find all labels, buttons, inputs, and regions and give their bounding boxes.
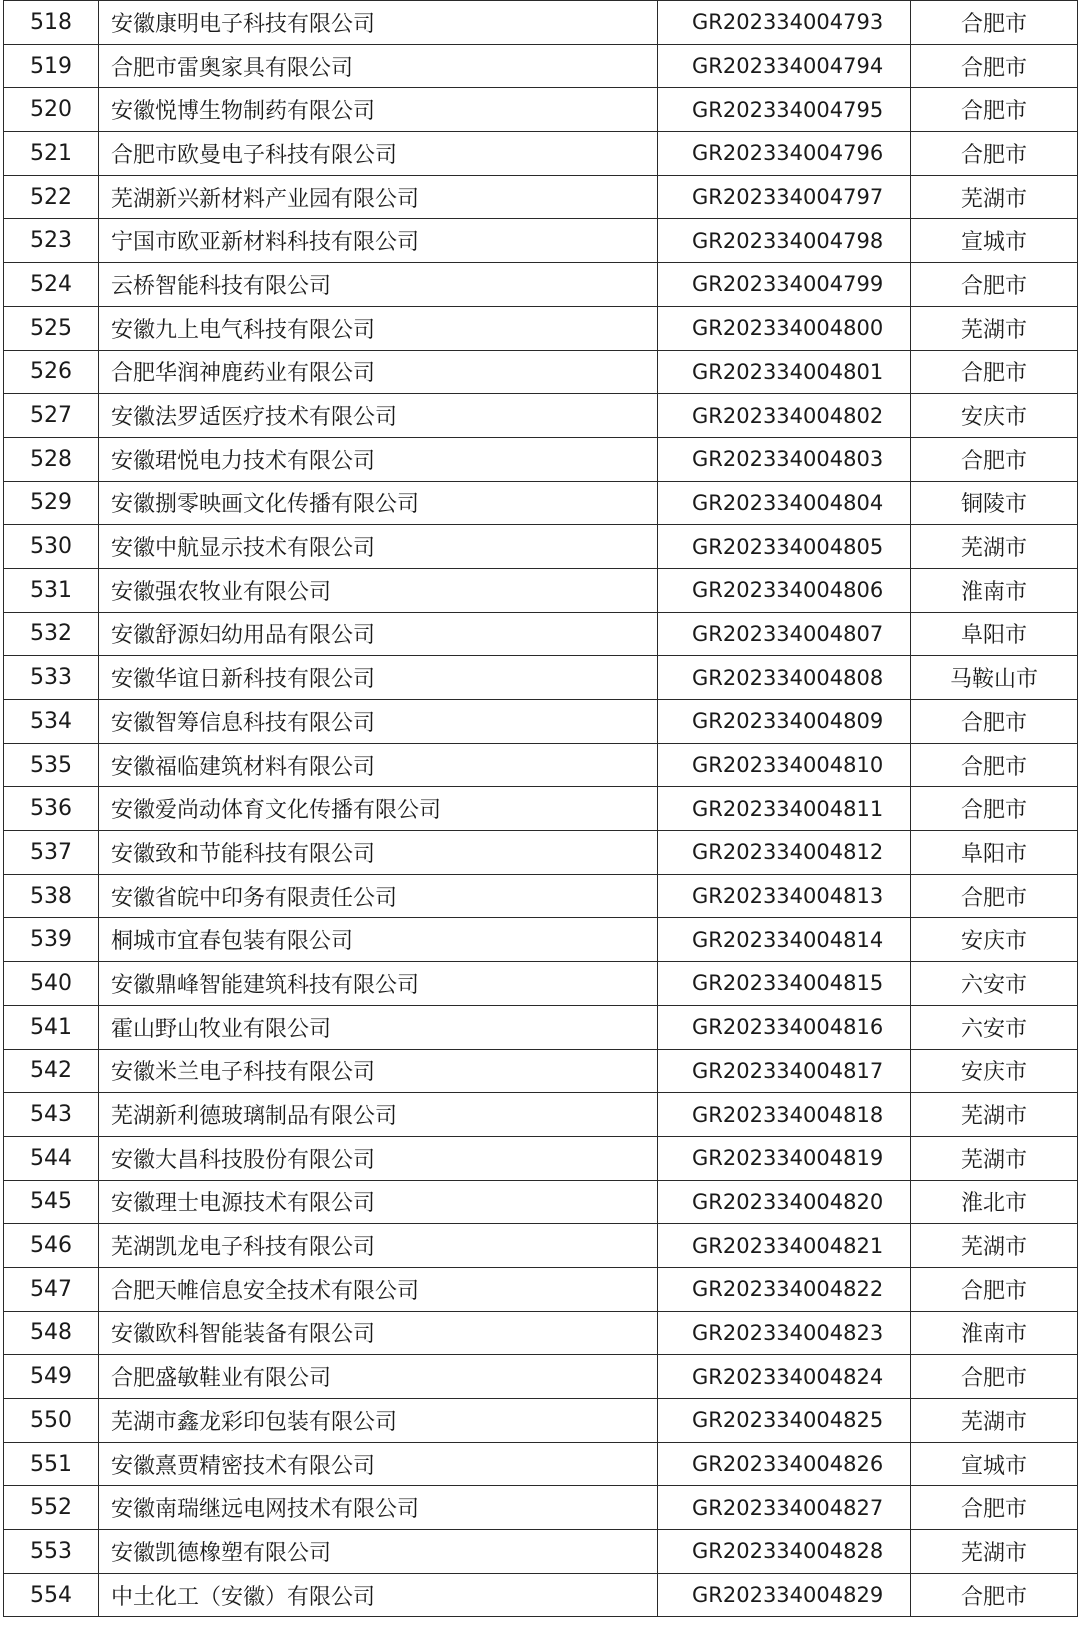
city-cell: 合肥市	[911, 437, 1078, 481]
city-cell: 合肥市	[911, 1267, 1078, 1311]
city-cell: 宣城市	[911, 1442, 1078, 1486]
city-cell: 安庆市	[911, 394, 1078, 438]
row-number-cell: 544	[4, 1136, 99, 1180]
certificate-code-cell: GR202334004802	[658, 394, 911, 438]
certificate-code-cell: GR202334004819	[658, 1136, 911, 1180]
certificate-code-cell: GR202334004793	[658, 1, 911, 45]
table-row	[4, 787, 1078, 831]
row-number-cell: 543	[4, 1093, 99, 1137]
city-cell: 阜阳市	[911, 831, 1078, 875]
table-row	[4, 743, 1078, 787]
company-name-cell: 安徽捌零映画文化传播有限公司	[99, 481, 658, 525]
company-name-cell: 安徽福临建筑材料有限公司	[99, 743, 658, 787]
certificate-code-cell: GR202334004805	[658, 525, 911, 569]
city-cell: 铜陵市	[911, 481, 1078, 525]
certificate-code-cell: GR202334004821	[658, 1224, 911, 1268]
table-row	[4, 1267, 1078, 1311]
company-name-cell: 安徽凯德橡塑有限公司	[99, 1530, 658, 1574]
company-name-cell: 安徽理士电源技术有限公司	[99, 1180, 658, 1224]
company-name-cell: 安徽舒源妇幼用品有限公司	[99, 612, 658, 656]
table-row	[4, 1093, 1078, 1137]
certificate-code-cell: GR202334004820	[658, 1180, 911, 1224]
certificate-code-cell: GR202334004827	[658, 1486, 911, 1530]
row-number-cell: 548	[4, 1311, 99, 1355]
row-number-cell: 523	[4, 219, 99, 263]
certificate-code-cell: GR202334004822	[658, 1267, 911, 1311]
company-name-cell: 芜湖凯龙电子科技有限公司	[99, 1224, 658, 1268]
company-name-cell: 安徽鼎峰智能建筑科技有限公司	[99, 962, 658, 1006]
table-row	[4, 88, 1078, 132]
table-row	[4, 656, 1078, 700]
table-row	[4, 219, 1078, 263]
company-name-cell: 安徽大昌科技股份有限公司	[99, 1136, 658, 1180]
row-number-cell: 542	[4, 1049, 99, 1093]
city-cell: 合肥市	[911, 1486, 1078, 1530]
company-name-cell: 云桥智能科技有限公司	[99, 263, 658, 307]
table-row	[4, 175, 1078, 219]
company-name-cell: 安徽致和节能科技有限公司	[99, 831, 658, 875]
company-name-cell: 芜湖市鑫龙彩印包装有限公司	[99, 1399, 658, 1443]
company-name-cell: 安徽悦博生物制药有限公司	[99, 88, 658, 132]
row-number-cell: 536	[4, 787, 99, 831]
enterprise-table	[3, 0, 1078, 1617]
row-number-cell: 545	[4, 1180, 99, 1224]
table-body	[4, 1, 1078, 1617]
table-row	[4, 350, 1078, 394]
row-number-cell: 518	[4, 1, 99, 45]
city-cell: 芜湖市	[911, 306, 1078, 350]
company-name-cell: 桐城市宜春包装有限公司	[99, 918, 658, 962]
table-row	[4, 306, 1078, 350]
table-row	[4, 44, 1078, 88]
certificate-code-cell: GR202334004826	[658, 1442, 911, 1486]
row-number-cell: 554	[4, 1573, 99, 1617]
company-name-cell: 安徽强农牧业有限公司	[99, 568, 658, 612]
city-cell: 阜阳市	[911, 612, 1078, 656]
company-name-cell: 安徽九上电气科技有限公司	[99, 306, 658, 350]
company-name-cell: 安徽熹贾精密技术有限公司	[99, 1442, 658, 1486]
city-cell: 安庆市	[911, 1049, 1078, 1093]
row-number-cell: 551	[4, 1442, 99, 1486]
certificate-code-cell: GR202334004800	[658, 306, 911, 350]
row-number-cell: 526	[4, 350, 99, 394]
table-row	[4, 568, 1078, 612]
row-number-cell: 530	[4, 525, 99, 569]
table-row	[4, 831, 1078, 875]
city-cell: 淮南市	[911, 568, 1078, 612]
row-number-cell: 540	[4, 962, 99, 1006]
company-name-cell: 合肥市雷奥家具有限公司	[99, 44, 658, 88]
company-name-cell: 安徽米兰电子科技有限公司	[99, 1049, 658, 1093]
company-name-cell: 霍山野山牧业有限公司	[99, 1005, 658, 1049]
city-cell: 合肥市	[911, 350, 1078, 394]
certificate-code-cell: GR202334004795	[658, 88, 911, 132]
city-cell: 淮南市	[911, 1311, 1078, 1355]
table-row	[4, 132, 1078, 176]
certificate-code-cell: GR202334004825	[658, 1399, 911, 1443]
row-number-cell: 546	[4, 1224, 99, 1268]
city-cell: 合肥市	[911, 700, 1078, 744]
certificate-code-cell: GR202334004807	[658, 612, 911, 656]
table-row	[4, 1136, 1078, 1180]
row-number-cell: 533	[4, 656, 99, 700]
row-number-cell: 547	[4, 1267, 99, 1311]
table-row	[4, 1180, 1078, 1224]
company-name-cell: 安徽中航显示技术有限公司	[99, 525, 658, 569]
city-cell: 安庆市	[911, 918, 1078, 962]
row-number-cell: 529	[4, 481, 99, 525]
certificate-code-cell: GR202334004823	[658, 1311, 911, 1355]
company-name-cell: 合肥盛敏鞋业有限公司	[99, 1355, 658, 1399]
row-number-cell: 537	[4, 831, 99, 875]
table-row	[4, 1399, 1078, 1443]
table-row	[4, 962, 1078, 1006]
company-name-cell: 芜湖新兴新材料产业园有限公司	[99, 175, 658, 219]
certificate-code-cell: GR202334004818	[658, 1093, 911, 1137]
company-name-cell: 宁国市欧亚新材料科技有限公司	[99, 219, 658, 263]
certificate-code-cell: GR202334004799	[658, 263, 911, 307]
table-row	[4, 874, 1078, 918]
city-cell: 合肥市	[911, 1573, 1078, 1617]
row-number-cell: 519	[4, 44, 99, 88]
certificate-code-cell: GR202334004808	[658, 656, 911, 700]
table-row	[4, 263, 1078, 307]
table-row	[4, 1311, 1078, 1355]
row-number-cell: 539	[4, 918, 99, 962]
city-cell: 芜湖市	[911, 525, 1078, 569]
table-row	[4, 394, 1078, 438]
certificate-code-cell: GR202334004796	[658, 132, 911, 176]
company-name-cell: 安徽省皖中印务有限责任公司	[99, 874, 658, 918]
city-cell: 淮北市	[911, 1180, 1078, 1224]
table-row	[4, 1442, 1078, 1486]
table-row	[4, 1530, 1078, 1574]
row-number-cell: 535	[4, 743, 99, 787]
table-row	[4, 612, 1078, 656]
city-cell: 合肥市	[911, 263, 1078, 307]
certificate-code-cell: GR202334004806	[658, 568, 911, 612]
company-name-cell: 合肥市欧曼电子科技有限公司	[99, 132, 658, 176]
city-cell: 合肥市	[911, 44, 1078, 88]
company-name-cell: 安徽康明电子科技有限公司	[99, 1, 658, 45]
table-row	[4, 1, 1078, 45]
company-name-cell: 合肥华润神鹿药业有限公司	[99, 350, 658, 394]
city-cell: 芜湖市	[911, 175, 1078, 219]
row-number-cell: 522	[4, 175, 99, 219]
table-row	[4, 1573, 1078, 1617]
certificate-code-cell: GR202334004814	[658, 918, 911, 962]
company-name-cell: 芜湖新利德玻璃制品有限公司	[99, 1093, 658, 1137]
table-row	[4, 1486, 1078, 1530]
city-cell: 合肥市	[911, 132, 1078, 176]
certificate-code-cell: GR202334004794	[658, 44, 911, 88]
certificate-code-cell: GR202334004815	[658, 962, 911, 1006]
table-row	[4, 700, 1078, 744]
company-name-cell: 中土化工（安徽）有限公司	[99, 1573, 658, 1617]
company-name-cell: 安徽南瑞继远电网技术有限公司	[99, 1486, 658, 1530]
city-cell: 芜湖市	[911, 1136, 1078, 1180]
certificate-code-cell: GR202334004829	[658, 1573, 911, 1617]
certificate-code-cell: GR202334004804	[658, 481, 911, 525]
company-name-cell: 安徽华谊日新科技有限公司	[99, 656, 658, 700]
certificate-code-cell: GR202334004817	[658, 1049, 911, 1093]
row-number-cell: 520	[4, 88, 99, 132]
company-name-cell: 安徽智筹信息科技有限公司	[99, 700, 658, 744]
table-row	[4, 1005, 1078, 1049]
table-row	[4, 437, 1078, 481]
row-number-cell: 524	[4, 263, 99, 307]
row-number-cell: 549	[4, 1355, 99, 1399]
company-name-cell: 安徽欧科智能装备有限公司	[99, 1311, 658, 1355]
row-number-cell: 531	[4, 568, 99, 612]
certificate-code-cell: GR202334004798	[658, 219, 911, 263]
row-number-cell: 521	[4, 132, 99, 176]
certificate-code-cell: GR202334004809	[658, 700, 911, 744]
table-row	[4, 1355, 1078, 1399]
certificate-code-cell: GR202334004803	[658, 437, 911, 481]
certificate-code-cell: GR202334004824	[658, 1355, 911, 1399]
row-number-cell: 552	[4, 1486, 99, 1530]
certificate-code-cell: GR202334004828	[658, 1530, 911, 1574]
city-cell: 六安市	[911, 1005, 1078, 1049]
row-number-cell: 553	[4, 1530, 99, 1574]
company-name-cell: 合肥天帷信息安全技术有限公司	[99, 1267, 658, 1311]
city-cell: 合肥市	[911, 1355, 1078, 1399]
row-number-cell: 528	[4, 437, 99, 481]
company-name-cell: 安徽珺悦电力技术有限公司	[99, 437, 658, 481]
table-row	[4, 481, 1078, 525]
certificate-code-cell: GR202334004797	[658, 175, 911, 219]
city-cell: 合肥市	[911, 1, 1078, 45]
table-row	[4, 525, 1078, 569]
company-name-cell: 安徽法罗适医疗技术有限公司	[99, 394, 658, 438]
city-cell: 合肥市	[911, 88, 1078, 132]
certificate-code-cell: GR202334004816	[658, 1005, 911, 1049]
row-number-cell: 550	[4, 1399, 99, 1443]
row-number-cell: 534	[4, 700, 99, 744]
row-number-cell: 525	[4, 306, 99, 350]
row-number-cell: 541	[4, 1005, 99, 1049]
city-cell: 芜湖市	[911, 1399, 1078, 1443]
table-row	[4, 918, 1078, 962]
certificate-code-cell: GR202334004801	[658, 350, 911, 394]
city-cell: 芜湖市	[911, 1224, 1078, 1268]
table-row	[4, 1049, 1078, 1093]
city-cell: 芜湖市	[911, 1093, 1078, 1137]
row-number-cell: 532	[4, 612, 99, 656]
city-cell: 芜湖市	[911, 1530, 1078, 1574]
certificate-code-cell: GR202334004813	[658, 874, 911, 918]
city-cell: 宣城市	[911, 219, 1078, 263]
table-row	[4, 1224, 1078, 1268]
certificate-code-cell: GR202334004812	[658, 831, 911, 875]
city-cell: 合肥市	[911, 743, 1078, 787]
city-cell: 合肥市	[911, 787, 1078, 831]
city-cell: 六安市	[911, 962, 1078, 1006]
city-cell: 合肥市	[911, 874, 1078, 918]
company-name-cell: 安徽爱尚动体育文化传播有限公司	[99, 787, 658, 831]
city-cell: 马鞍山市	[911, 656, 1078, 700]
row-number-cell: 527	[4, 394, 99, 438]
certificate-code-cell: GR202334004811	[658, 787, 911, 831]
certificate-code-cell: GR202334004810	[658, 743, 911, 787]
row-number-cell: 538	[4, 874, 99, 918]
